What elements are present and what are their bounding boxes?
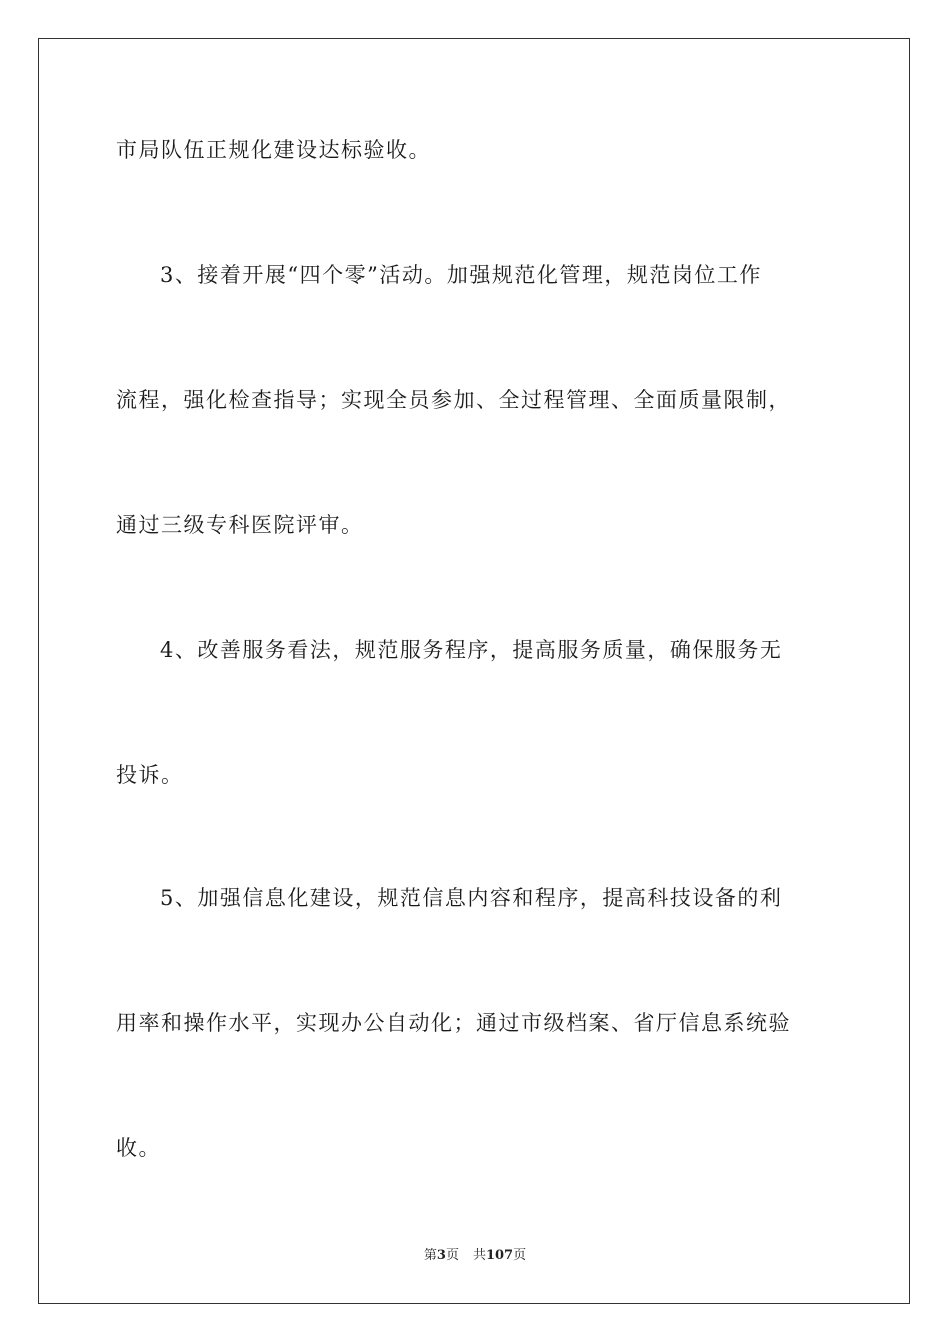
body-line-7: 5、加强信息化建设，规范信息内容和程序，提高科技设备的利 xyxy=(160,886,783,910)
body-line-6: 投诉。 xyxy=(116,763,184,787)
body-line-5: 4、改善服务看法，规范服务程序，提高服务质量，确保服务无 xyxy=(160,638,783,662)
total-prefix: 共 xyxy=(472,1248,486,1263)
body-line-2: 3、接着开展“四个零”活动。加强规范化管理，规范岗位工作 xyxy=(160,263,762,287)
page-border xyxy=(38,38,910,1304)
total-suffix: 页 xyxy=(513,1248,527,1263)
page-suffix: 页 xyxy=(445,1248,459,1263)
body-line-3: 流程，强化检查指导；实现全员参加、全过程管理、全面质量限制， xyxy=(116,388,791,412)
body-line-9: 收。 xyxy=(116,1136,161,1160)
total-pages: 107 xyxy=(485,1248,514,1263)
page-footer xyxy=(0,1248,950,1264)
body-line-1: 市局队伍正规化建设达标验收。 xyxy=(116,138,431,162)
body-line-4: 通过三级专科医院评审。 xyxy=(116,513,364,537)
page-number: 3 xyxy=(436,1248,446,1263)
page-prefix: 第 xyxy=(423,1248,437,1263)
body-line-8: 用率和操作水平，实现办公自动化；通过市级档案、省厅信息系统验 xyxy=(116,1011,791,1035)
